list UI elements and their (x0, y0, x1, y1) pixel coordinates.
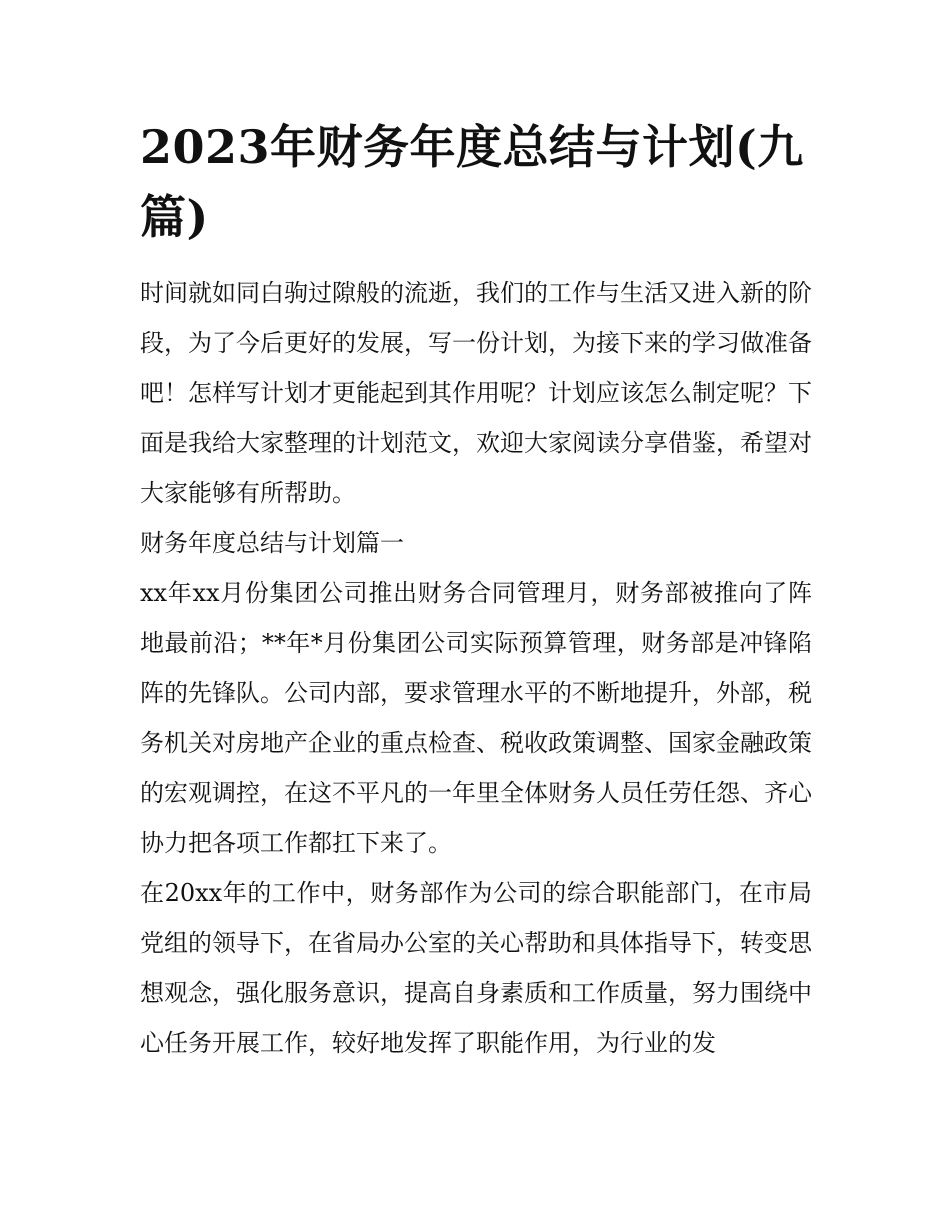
body-paragraph-2: 在20xx年的工作中，财务部作为公司的综合职能部门，在市局党组的领导下，在省局办公室的关心帮助和具体指导下，转变思想观念，强化服务意识，提高自身素质和工作质量，努力围绕中心任务开展工作，较好地发挥了职能作用，为行业的发 (140, 879, 812, 1057)
document-page (140, 112, 812, 1068)
body-paragraph-1: xx年xx月份集团公司推出财务合同管理月，财务部被推向了阵地最前沿；**年*月份集团公司实际预算管理，财务部是冲锋陷阵的先锋队。公司内部，要求管理水平的不断地提升，外部，税务机关对房地产企业的重点检查、税收政策调整、国家金融政策的宏观调控，在这不平凡的一年里全体财务人员任劳任怨、齐心协力把各项工作都扛下来了。 (140, 579, 812, 857)
intro-paragraph: 时间就如同白驹过隙般的流逝，我们的工作与生活又进入新的阶段，为了今后更好的发展，写一份计划，为接下来的学习做准备吧！怎样写计划才更能起到其作用呢？计划应该怎么制定呢？下面是我给大家整理的计划范文，欢迎大家阅读分享借鉴，希望对大家能够有所帮助。 (140, 279, 812, 507)
section-heading: 财务年度总结与计划篇一 (140, 529, 404, 557)
document-title: 2023年财务年度总结与计划(九篇) (140, 120, 804, 244)
